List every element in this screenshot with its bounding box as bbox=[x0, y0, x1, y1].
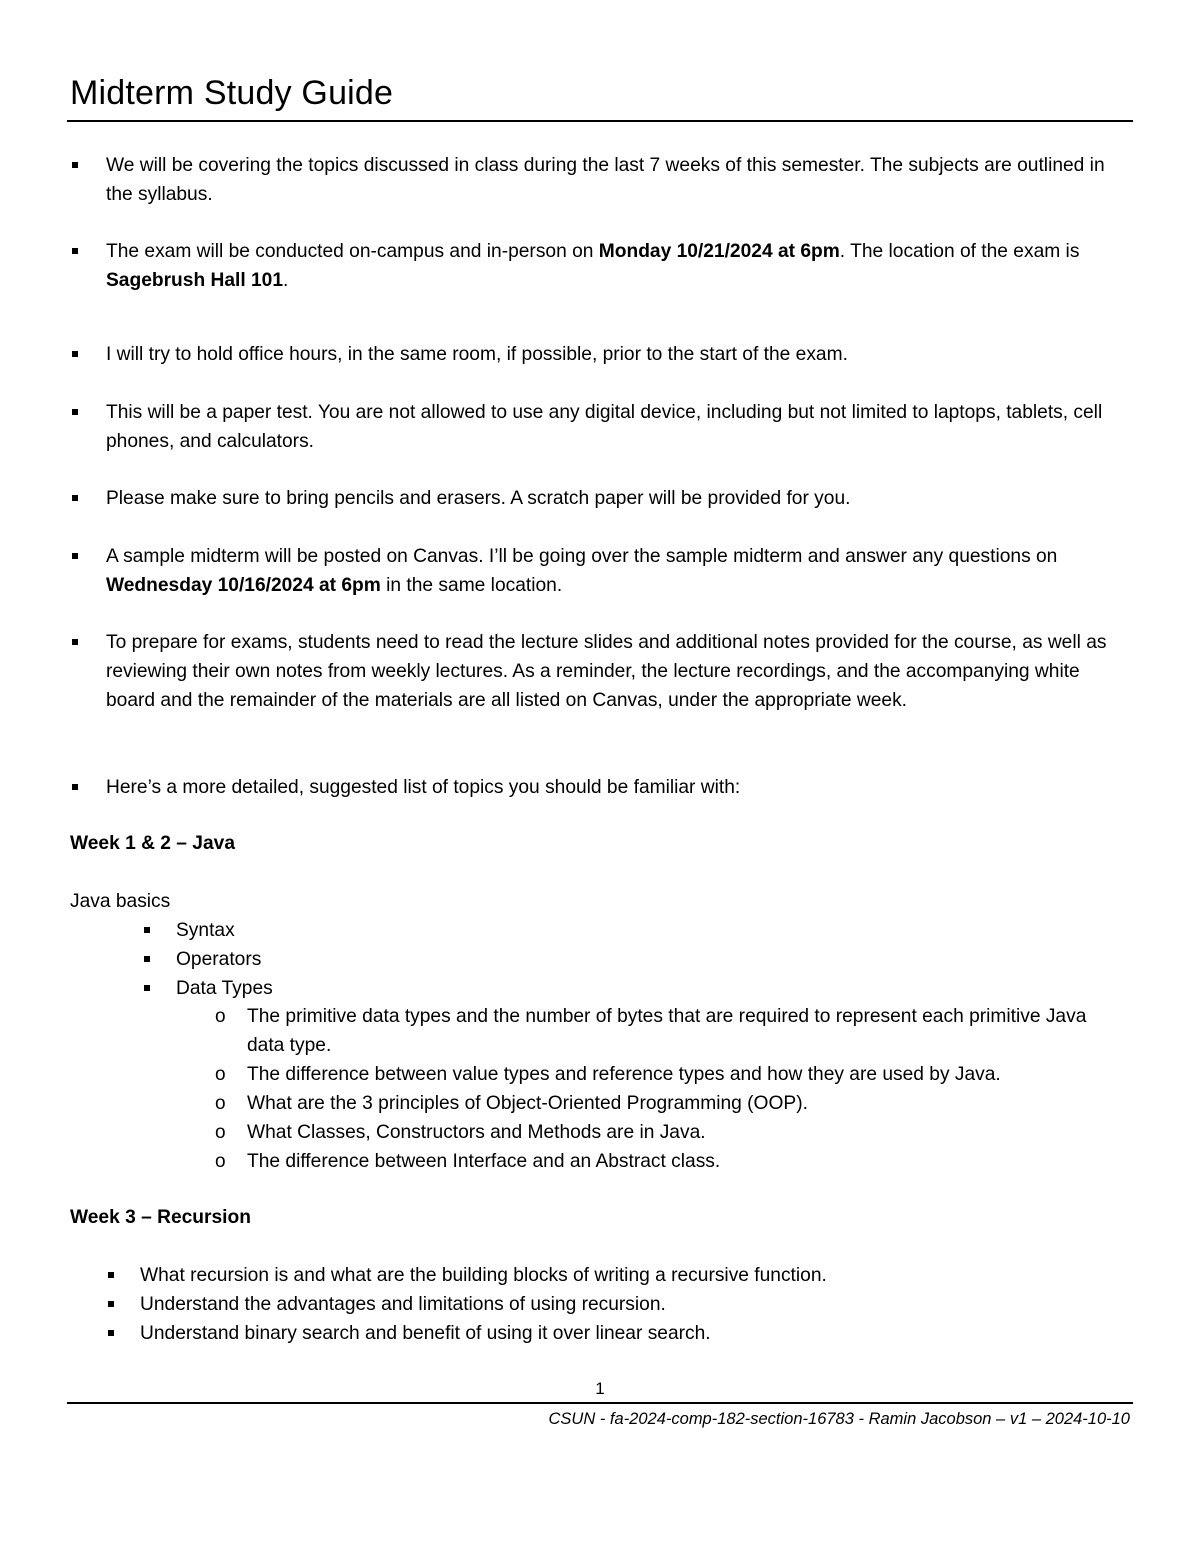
java-basics-list bbox=[142, 916, 273, 1003]
bullet-text: This will be a paper test. You are not allowed to use any digital device, including but not limited to laptops, tablets, cell phones, and calculators. bbox=[106, 402, 1103, 452]
square-bullet-icon bbox=[72, 495, 78, 501]
recursion-list bbox=[106, 1261, 827, 1348]
square-bullet-icon bbox=[108, 1272, 114, 1278]
square-bullet-icon bbox=[144, 985, 150, 991]
list-item: Operators bbox=[142, 945, 273, 974]
intro-bullet-2 bbox=[70, 237, 1133, 295]
week3-heading: Week 3 – Recursion bbox=[70, 1207, 251, 1228]
intro-bullet-4 bbox=[70, 398, 1133, 456]
square-bullet-icon bbox=[144, 956, 150, 962]
circle-bullet-icon: o bbox=[215, 1122, 226, 1143]
footer-note: CSUN - fa-2024-comp-182-section-16783 - Ramin Jacobson – v1 – 2024-10-10 bbox=[548, 1410, 1130, 1428]
square-bullet-icon bbox=[108, 1301, 114, 1307]
list-item: o What are the 3 principles of Object-Oriented Programming (OOP). bbox=[215, 1089, 1095, 1118]
title-divider bbox=[67, 120, 1133, 122]
list-item: Data Types bbox=[142, 974, 273, 1003]
list-item: What recursion is and what are the building blocks of writing a recursive function. bbox=[106, 1261, 827, 1290]
bullet-text: To prepare for exams, students need to read the lecture slides and additional notes provided for the course, as well as reviewing their own notes from weekly lectures. As a reminder, the lecture recordings, and the accompanying white board and the remainder of the materials are all listed on Canvas, under the appropriate week. bbox=[106, 632, 1107, 711]
square-bullet-icon bbox=[108, 1330, 114, 1336]
list-item: o The difference between value types and reference types and how they are used by Java. bbox=[215, 1060, 1095, 1089]
intro-bullet-1 bbox=[70, 151, 1133, 209]
square-bullet-icon bbox=[72, 639, 78, 645]
page-number: 1 bbox=[595, 1379, 605, 1398]
square-bullet-icon bbox=[144, 927, 150, 933]
bullet-text: We will be covering the topics discussed in class during the last 7 weeks of this semester. The subjects are outlined in the syllabus. bbox=[106, 155, 1105, 205]
week12-heading: Week 1 & 2 – Java bbox=[70, 833, 235, 854]
square-bullet-icon bbox=[72, 553, 78, 559]
square-bullet-icon bbox=[72, 351, 78, 357]
circle-bullet-icon: o bbox=[215, 1093, 226, 1114]
circle-bullet-icon: o bbox=[215, 1151, 226, 1172]
circle-bullet-icon: o bbox=[215, 1064, 226, 1085]
list-item: Understand the advantages and limitations of using recursion. bbox=[106, 1290, 827, 1319]
square-bullet-icon bbox=[72, 248, 78, 254]
intro-bullet-6 bbox=[70, 542, 1133, 600]
intro-bullet-8 bbox=[70, 773, 1133, 802]
intro-bullet-5 bbox=[70, 484, 1133, 513]
intro-bullet-7 bbox=[70, 628, 1133, 715]
square-bullet-icon bbox=[72, 784, 78, 790]
bullet-text: Please make sure to bring pencils and erasers. A scratch paper will be provided for you. bbox=[106, 488, 851, 509]
list-item: o What Classes, Constructors and Methods are in Java. bbox=[215, 1118, 1095, 1147]
page-title: Midterm Study Guide bbox=[70, 74, 394, 112]
square-bullet-icon bbox=[72, 162, 78, 168]
list-item: o The primitive data types and the number of bytes that are required to represent each primitive Java data type. bbox=[215, 1002, 1095, 1060]
java-basics-subheading: Java basics bbox=[70, 891, 171, 912]
exam-date: Monday 10/21/2024 at 6pm bbox=[598, 241, 840, 262]
sample-midterm-date: Wednesday 10/16/2024 at 6pm bbox=[106, 575, 381, 596]
circle-bullet-icon: o bbox=[215, 1006, 226, 1027]
list-item: o The difference between Interface and an Abstract class. bbox=[215, 1147, 1095, 1176]
bullet-text: The exam will be conducted on-campus and in-person on Monday 10/21/2024 at 6pm. The location of the exam is Sagebrush Hall 101. bbox=[106, 241, 1080, 291]
bullet-text: A sample midterm will be posted on Canvas. I’ll be going over the sample midterm and answer any questions on Wednesday 10/16/2024 at 6pm in the same location. bbox=[106, 546, 1058, 596]
square-bullet-icon bbox=[72, 409, 78, 415]
list-item: Syntax bbox=[142, 916, 273, 945]
footer-divider bbox=[67, 1402, 1133, 1404]
list-item: Understand binary search and benefit of using it over linear search. bbox=[106, 1319, 827, 1348]
data-types-list bbox=[215, 1002, 1095, 1176]
exam-location: Sagebrush Hall 101 bbox=[106, 270, 284, 291]
intro-bullet-3 bbox=[70, 340, 1133, 369]
bullet-text: I will try to hold office hours, in the same room, if possible, prior to the start of the exam. bbox=[106, 344, 848, 365]
bullet-text: Here’s a more detailed, suggested list of topics you should be familiar with: bbox=[106, 777, 741, 798]
